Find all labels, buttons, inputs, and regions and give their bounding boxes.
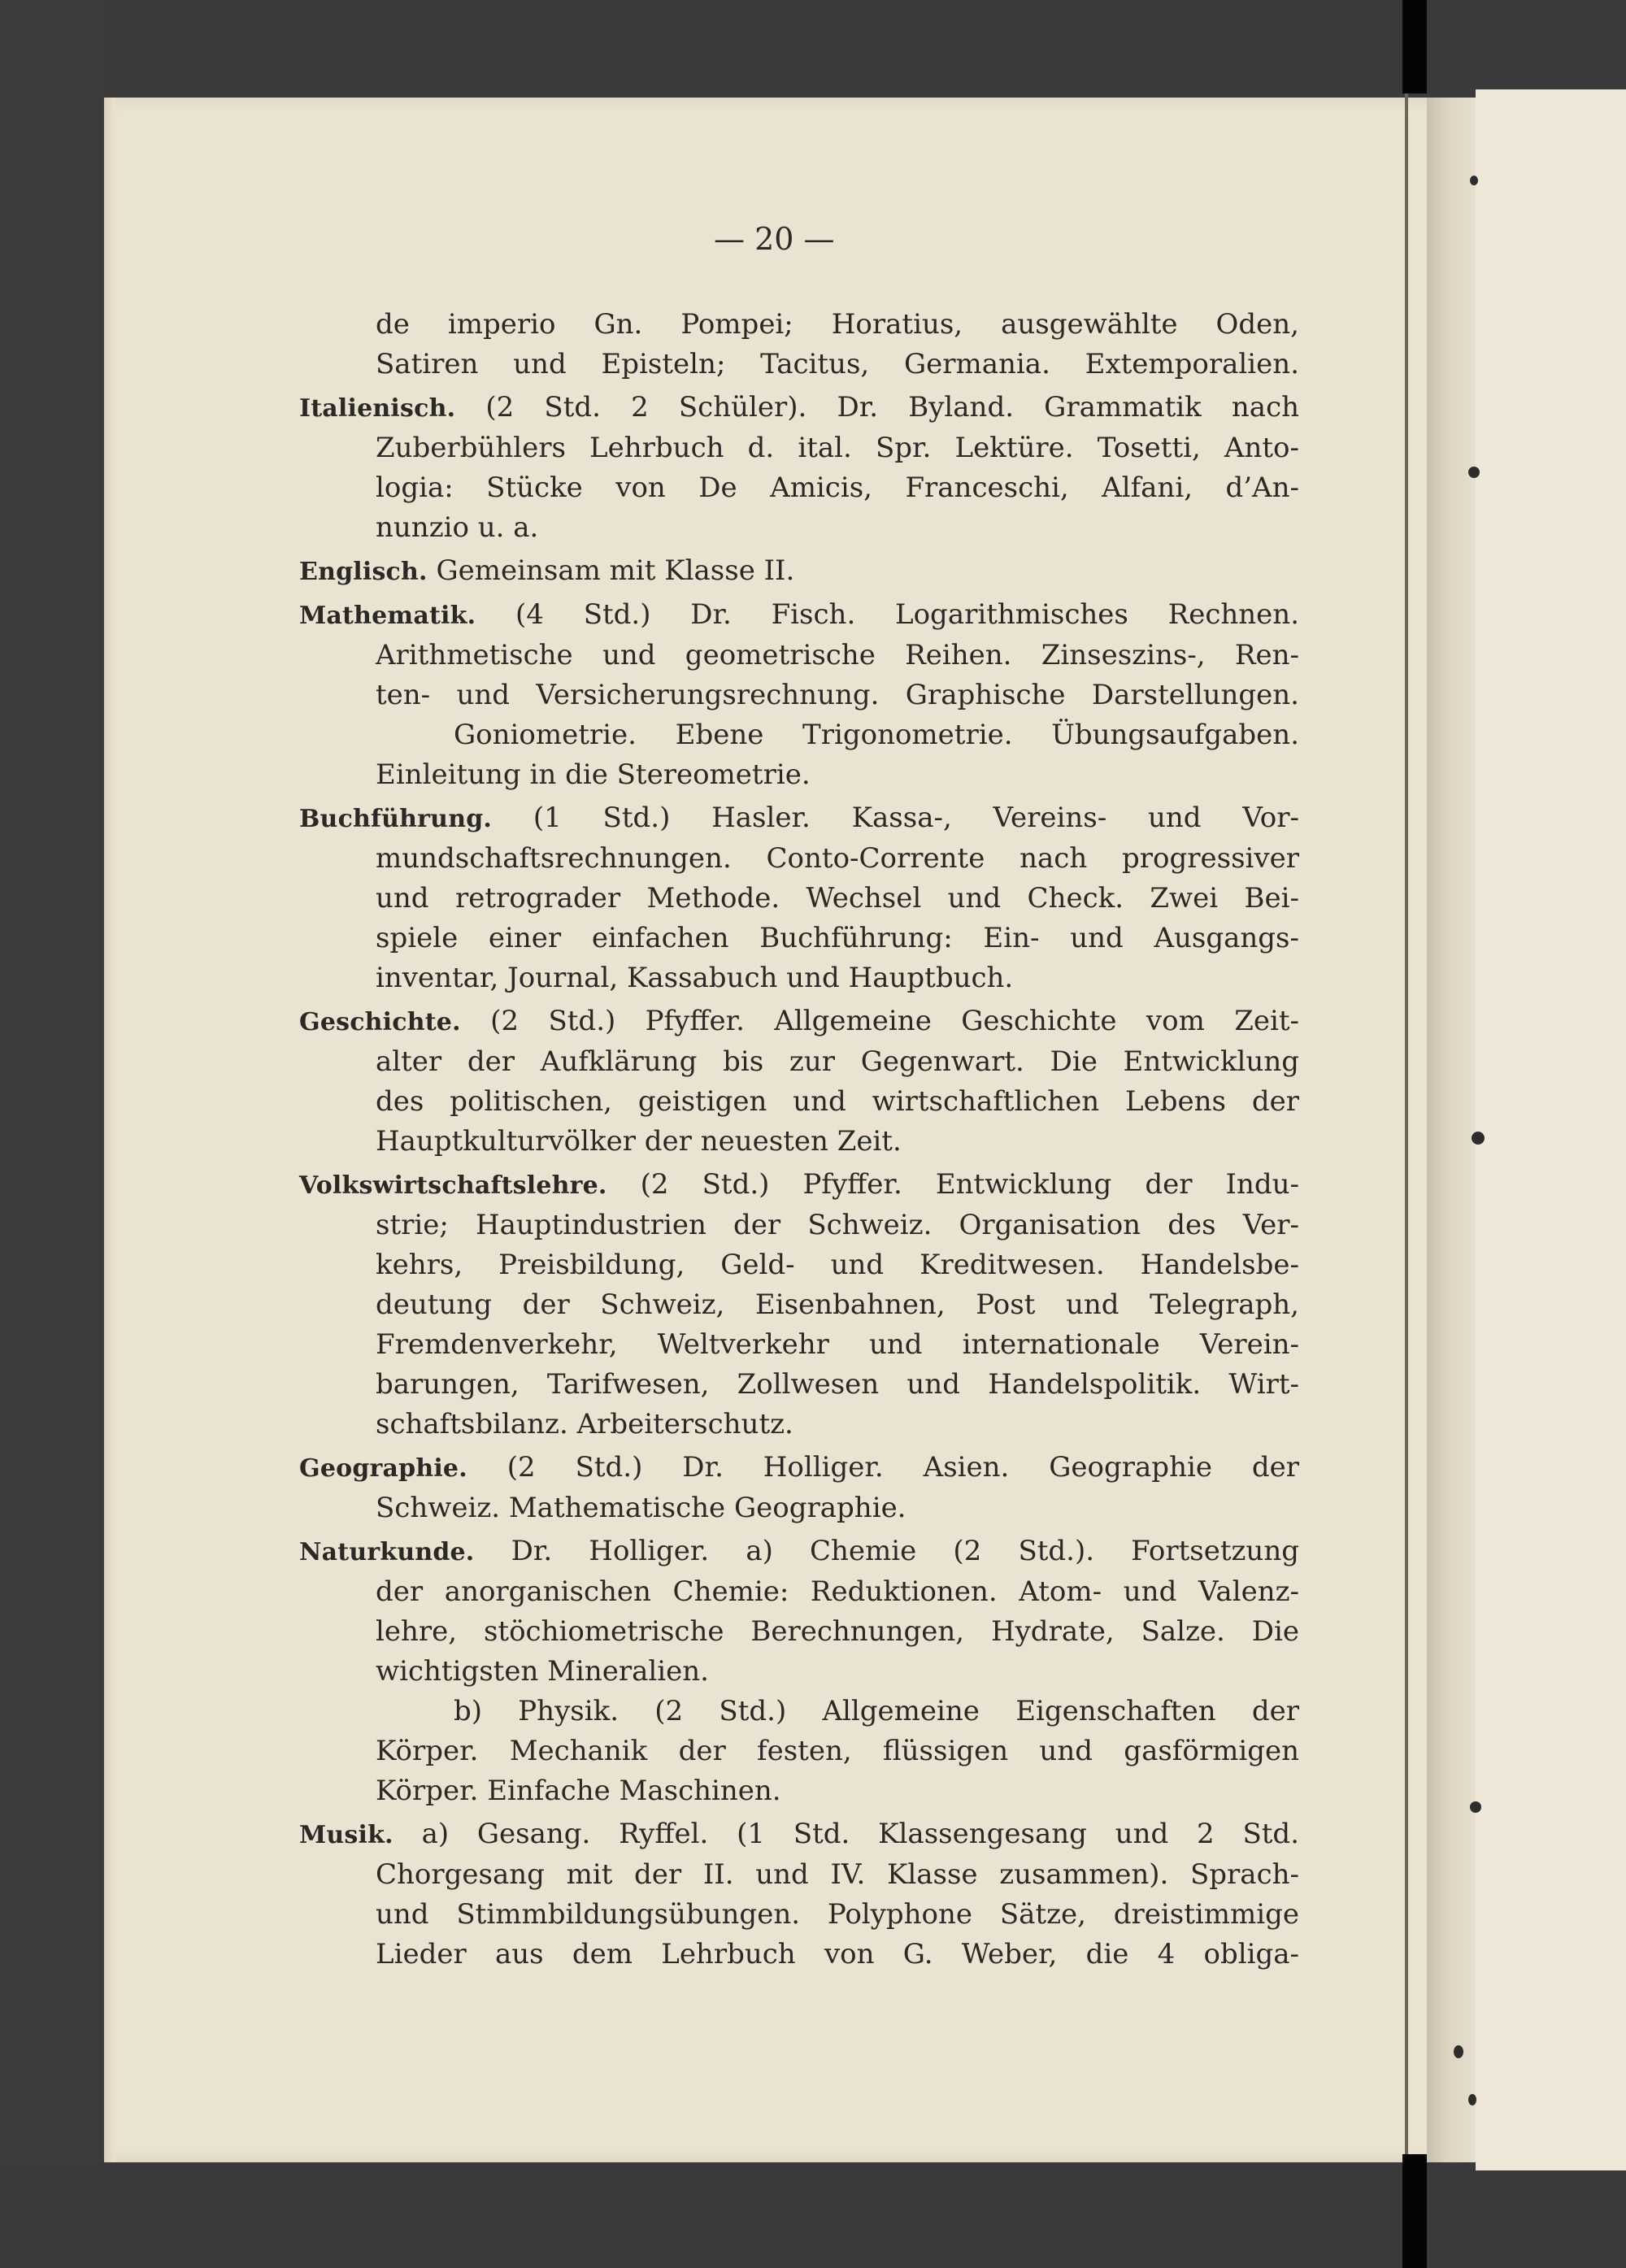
binding-thread-mark (1472, 1132, 1485, 1145)
text-line: Geographie. (2 Std.) Dr. Holliger. Asien. Geographie der (299, 1451, 1300, 1484)
text-line: Volkswirtschaftslehre. (2 Std.) Pfyffer. Entwicklung der Indu- (299, 1168, 1299, 1201)
text-line: inventar, Journal, Kassabuch und Hauptbuch. (376, 962, 1014, 994)
text-line: wichtigsten Mineralien. (376, 1655, 709, 1688)
text-line: Goniometrie. Ebene Trigonometrie. Übungsaufgaben. (454, 719, 1299, 751)
text-line: Chorgesang mit der II. und IV. Klasse zusammen). Sprach- (376, 1858, 1299, 1891)
binding-thread-mark (1454, 2045, 1463, 2058)
text-line: Buchführung. (1 Std.) Hasler. Kassa-, Vereins- und Vor- (299, 802, 1299, 834)
black-margin-mark-top (1402, 0, 1427, 93)
text-line: Geschichte. (2 Std.) Pfyffer. Allgemeine Geschichte vom Zeit- (299, 1005, 1300, 1037)
text-line: Lieder aus dem Lehrbuch von G. Weber, die 4 obliga- (376, 1938, 1299, 1970)
text-line: de imperio Gn. Pompei; Horatius, ausgewählte Oden, (376, 308, 1299, 341)
entry-latin-continued (299, 305, 1299, 385)
book-gutter (1427, 98, 1476, 2162)
entry-volkswirtschaftslehre (299, 1165, 1299, 1445)
text-line: lehre, stöchiometrische Berechnungen, Hydrate, Salze. Die (376, 1615, 1299, 1648)
text-line: strie; Hauptindustrien der Schweiz. Organisation des Ver- (376, 1209, 1299, 1241)
text-line: und Stimmbildungsübungen. Polyphone Sätze, dreistimmige (376, 1898, 1299, 1931)
entry-geographie (299, 1448, 1299, 1528)
binding-thread-mark (1468, 467, 1480, 478)
black-margin-mark-bottom (1402, 2154, 1427, 2268)
entry-italienisch (299, 388, 1299, 548)
text-line: mundschaftsrechnungen. Conto-Corrente nach progressiver (376, 842, 1299, 875)
subject-heading: Mathematik. (299, 602, 476, 630)
binding-thread-mark (1468, 2094, 1476, 2105)
text-line: Satiren und Episteln; Tacitus, Germania. Extemporalien. (376, 348, 1299, 380)
text-line: Italienisch. (2 Std. 2 Schüler). Dr. Byland. Grammatik nach (299, 391, 1300, 424)
scan-background-bottom (0, 2162, 1626, 2268)
text-line: Musik. a) Gesang. Ryffel. (1 Std. Klassengesang und 2 Std. (299, 1818, 1299, 1850)
text-line: Einleitung in die Stereometrie. (376, 758, 811, 791)
text-line: und retrograder Methode. Wechsel und Check. Zwei Bei- (376, 882, 1299, 915)
text-line: Körper. Einfache Maschinen. (376, 1775, 781, 1807)
text-line: deutung der Schweiz, Eisenbahnen, Post und Telegraph, (376, 1288, 1299, 1321)
subject-heading: Buchführung. (299, 805, 493, 833)
text-line: ten- und Versicherungsrechnung. Graphische Darstellungen. (376, 679, 1299, 711)
scan-background-top (0, 0, 1626, 98)
text-line: Englisch. Gemeinsam mit Klasse II. (299, 554, 795, 587)
entry-mathematik (299, 595, 1299, 795)
text-line: Zuberbühlers Lehrbuch d. ital. Spr. Lektüre. Tosetti, Anto- (376, 432, 1299, 464)
adjacent-page (1476, 89, 1626, 2170)
subject-heading: Musik. (299, 1821, 393, 1849)
text-line: Fremdenverkehr, Weltverkehr und internationale Verein- (376, 1328, 1299, 1361)
subject-heading: Geschichte. (299, 1008, 461, 1036)
entry-buchfuehrung (299, 798, 1299, 998)
subject-heading: Naturkunde. (299, 1538, 475, 1566)
entry-naturkunde (299, 1532, 1299, 1811)
text-line: schaftsbilanz. Arbeiterschutz. (376, 1408, 793, 1440)
scan-background-left (0, 0, 102, 2268)
text-line: Naturkunde. Dr. Holliger. a) Chemie (2 Std.). Fortsetzung (299, 1535, 1299, 1567)
text-line: Mathematik. (4 Std.) Dr. Fisch. Logarithmisches Rechnen. (299, 598, 1299, 631)
text-line: alter der Aufklärung bis zur Gegenwart. Die Entwicklung (376, 1045, 1299, 1078)
binding-thread-mark (1470, 176, 1478, 185)
text-line: logia: Stücke von De Amicis, Franceschi, Alfani, d’An- (376, 471, 1299, 504)
entry-musik (299, 1814, 1299, 1975)
text-line: nunzio u. a. (376, 511, 539, 544)
gutter-line (1405, 0, 1408, 2268)
subject-heading: Volkswirtschaftslehre. (299, 1171, 607, 1200)
text-line: des politischen, geistigen und wirtschaftlichen Lebens der (376, 1085, 1299, 1118)
page-text (299, 305, 1299, 1978)
text-line: Arithmetische und geometrische Reihen. Zinseszins-, Ren- (376, 639, 1299, 671)
text-line: Hauptkulturvölker der neuesten Zeit. (376, 1125, 902, 1158)
entry-englisch (299, 551, 1299, 592)
text-line: kehrs, Preisbildung, Geld- und Kreditwesen. Handelsbe- (376, 1249, 1299, 1281)
subject-heading: Geographie. (299, 1454, 467, 1483)
text-line: der anorganischen Chemie: Reduktionen. Atom- und Valenz- (376, 1575, 1299, 1608)
text-line: spiele einer einfachen Buchführung: Ein- und Ausgangs- (376, 922, 1299, 954)
text-line: Körper. Mechanik der festen, flüssigen und gasförmigen (376, 1735, 1299, 1767)
page-edge (104, 98, 115, 2162)
text-line: b) Physik. (2 Std.) Allgemeine Eigenschaften der (454, 1695, 1299, 1727)
binding-thread-mark (1470, 1801, 1481, 1813)
text-line: barungen, Tarifwesen, Zollwesen und Handelspolitik. Wirt- (376, 1368, 1299, 1401)
subject-heading: Englisch. (299, 558, 428, 586)
text-line: Schweiz. Mathematische Geographie. (376, 1492, 906, 1524)
subject-heading: Italienisch. (299, 394, 456, 423)
entry-geschichte (299, 1001, 1299, 1162)
page-number: — 20 — (714, 221, 835, 257)
